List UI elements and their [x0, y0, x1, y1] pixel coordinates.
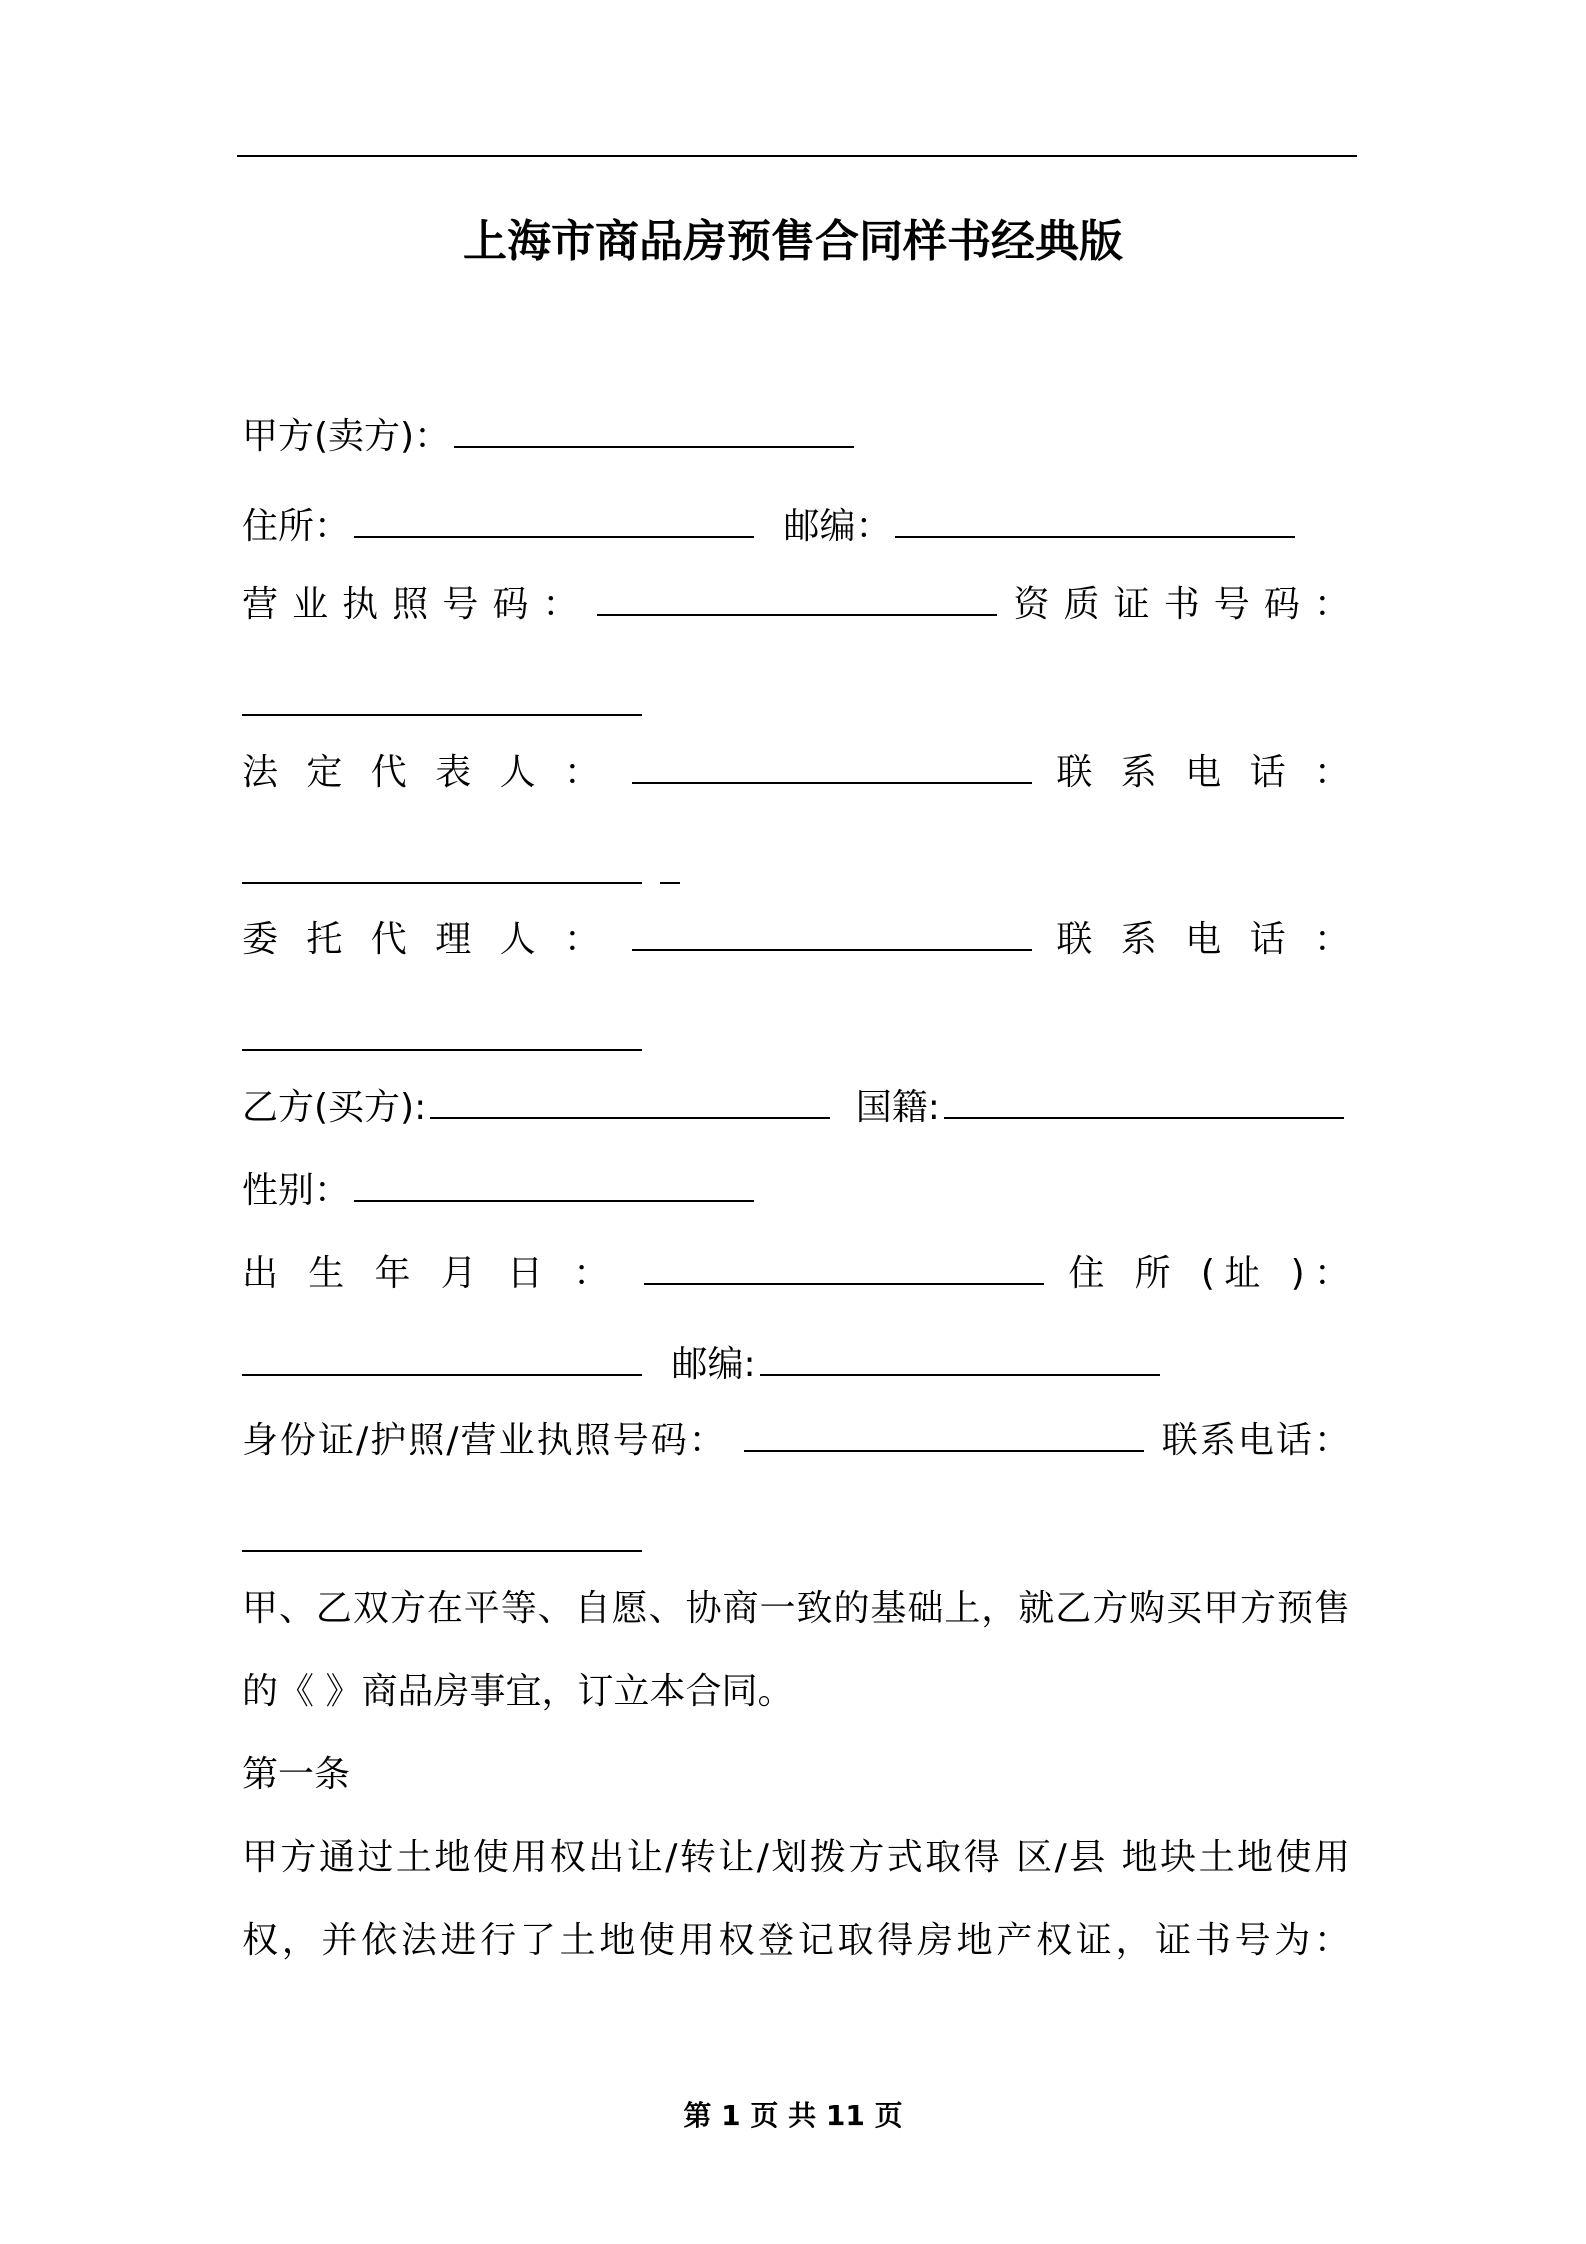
- license-blank: [597, 582, 997, 616]
- id-line: [242, 1416, 1350, 1466]
- buyer-phone-continuation: [242, 1516, 1350, 1566]
- id-label: 身份证/护照/营业执照号码：: [242, 1420, 727, 1461]
- buyer-address-blank: [242, 1342, 642, 1376]
- intro-line-1: 甲、乙双方在平等、自愿、协商一致的基础上，就乙方购买甲方预售: [242, 1588, 1350, 1629]
- buyer-address-label: 住 所 (址 )：: [1068, 1253, 1351, 1294]
- seller-label: 甲方(卖方)：: [242, 416, 451, 457]
- postcode-blank: [895, 504, 1295, 538]
- license-line: [242, 580, 1350, 630]
- buyer-address-continuation: [242, 1340, 1350, 1390]
- agent-phone-continuation: [242, 1015, 1350, 1065]
- document-title: 上海市商品房预售合同样书经典版: [463, 216, 1123, 267]
- buyer-phone-blank: [242, 1518, 642, 1552]
- gender-blank: [354, 1168, 754, 1202]
- postcode-label: 邮编：: [783, 506, 892, 547]
- clause-line-1: 甲方通过土地使用权出让/转让/划拨方式取得 区/县 地块土地使用: [242, 1837, 1350, 1878]
- legal-rep-phone-label: 联 系 电 话 ：: [1056, 752, 1351, 793]
- qualification-label: 资 质 证 书 号 码 ：: [1013, 584, 1350, 625]
- page-footer: 第 1 页 共 11 页: [683, 2099, 903, 2132]
- birthdate-blank: [644, 1251, 1044, 1285]
- gender-line: [242, 1166, 1350, 1216]
- intro-line-2: 的《 》商品房事宜，订立本合同。: [242, 1671, 794, 1712]
- buyer-postcode-blank: [760, 1342, 1160, 1376]
- article-heading: 第一条: [242, 1754, 351, 1795]
- gender-label: 性别：: [242, 1170, 351, 1211]
- buyer-label: 乙方(买方):: [242, 1087, 427, 1128]
- birthdate-label: 出 生 年 月 日 ：: [242, 1253, 619, 1294]
- birthdate-line: [242, 1249, 1350, 1299]
- header-rule: [237, 155, 1357, 157]
- seller-blank: [454, 414, 854, 448]
- address-label: 住所：: [242, 506, 351, 547]
- clause-line-2: 权，并依法进行了土地使用权登记取得房地产权证，证书号为：: [242, 1920, 1350, 1961]
- agent-phone-label: 联 系 电 话 ：: [1056, 919, 1351, 960]
- id-blank: [744, 1418, 1144, 1452]
- qualification-continuation: [242, 680, 1350, 730]
- agent-label: 委 托 代 理 人 ：: [242, 919, 609, 960]
- legal-rep-blank: [632, 750, 1032, 784]
- buyer-postcode-label: 邮编:: [671, 1344, 756, 1385]
- legal-rep-phone-blank: [242, 850, 642, 884]
- nationality-label: 国籍:: [855, 1087, 940, 1128]
- buyer-blank: [430, 1085, 830, 1119]
- qualification-blank: [242, 682, 642, 716]
- legal-rep-phone-blank-tail: [660, 850, 680, 884]
- agent-phone-blank: [242, 1017, 642, 1051]
- buyer-line: [242, 1083, 1350, 1133]
- seller-line: [242, 412, 1350, 462]
- license-label: 营 业 执 照 号 码 ：: [242, 584, 580, 625]
- agent-line: [242, 915, 1350, 965]
- buyer-phone-label: 联系电话：: [1161, 1420, 1350, 1461]
- seller-address-line: [242, 502, 1350, 552]
- nationality-blank: [944, 1085, 1344, 1119]
- agent-blank: [632, 917, 1032, 951]
- legal-rep-phone-continuation: [242, 848, 1350, 898]
- address-blank: [354, 504, 754, 538]
- legal-rep-label: 法 定 代 表 人 ：: [242, 752, 609, 793]
- legal-rep-line: [242, 748, 1350, 798]
